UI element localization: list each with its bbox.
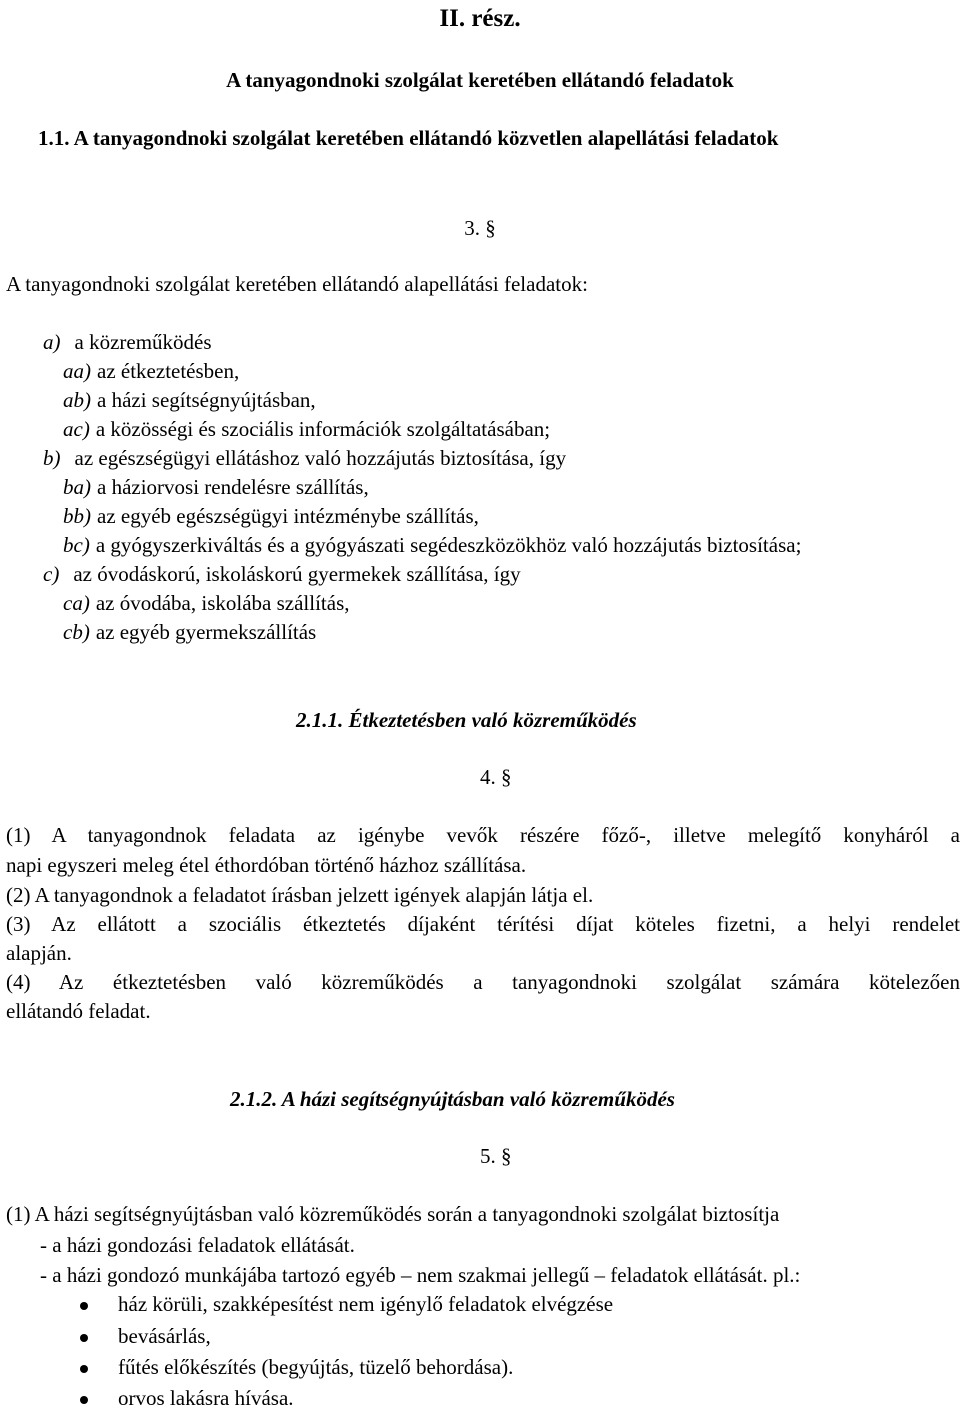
list-item bbox=[43, 564, 521, 585]
list-text: az óvodába, iskolába szállítás, bbox=[95, 591, 350, 615]
bullet-icon bbox=[80, 1365, 88, 1373]
section-4-para-1-line-2: napi egyszeri meleg étel éthordóban történő házhoz szállítása. bbox=[6, 853, 527, 877]
list-marker: bb) bbox=[63, 504, 91, 528]
bullet-item: orvos lakásra hívása. bbox=[118, 1386, 294, 1410]
list-text: az egyéb egészségügyi intézménybe szállítás, bbox=[97, 504, 479, 528]
list-item bbox=[63, 390, 316, 411]
section-5-dash-2: - a házi gondozó munkájába tartozó egyéb – nem szakmai jellegű – feladatok ellátását. pl.: bbox=[40, 1263, 801, 1287]
list-item bbox=[43, 448, 566, 469]
heading-2-1-2: 2.1.2. A házi segítségnyújtásban való közreműködés bbox=[230, 1087, 675, 1111]
list-item bbox=[63, 506, 479, 527]
section-4-para-3-line-1: (3) Az ellátott a szociális étkeztetés díjaként térítési díjat köteles fizetni, a helyi rendelet bbox=[6, 912, 960, 936]
section-4-para-1-line-1: (1) A tanyagondnok feladata az igénybe vevők részére főző-, illetve melegítő konyháról a bbox=[6, 823, 960, 847]
section-4-number: 4. § bbox=[480, 765, 512, 789]
main-title: A tanyagondnoki szolgálat keretében ellátandó feladatok bbox=[226, 68, 734, 92]
list-text: az egyéb gyermekszállítás bbox=[95, 620, 317, 644]
section-5-number: 5. § bbox=[480, 1144, 512, 1168]
bullet-item: fűtés előkészítés (begyújtás, tüzelő behordása). bbox=[118, 1355, 514, 1379]
sub-title: 1.1. A tanyagondnoki szolgálat keretében ellátandó közvetlen alapellátási feladatok bbox=[38, 126, 779, 150]
bullet-item: bevásárlás, bbox=[118, 1324, 211, 1348]
section-5-dash-1: - a házi gondozási feladatok ellátását. bbox=[40, 1233, 355, 1257]
list-item bbox=[63, 535, 801, 556]
list-text: a közösségi és szociális információk szolgáltatásában; bbox=[95, 417, 551, 441]
part-title: II. rész. bbox=[439, 5, 521, 32]
list-item bbox=[63, 622, 316, 643]
list-item bbox=[63, 419, 550, 440]
list-marker: aa) bbox=[63, 359, 91, 383]
list-marker: ab) bbox=[63, 388, 91, 412]
section-3-number: 3. § bbox=[464, 216, 496, 240]
section-3-intro: A tanyagondnoki szolgálat keretében ellátandó alapellátási feladatok: bbox=[6, 272, 588, 296]
bullet-icon bbox=[80, 1302, 88, 1310]
list-marker: cb) bbox=[63, 620, 90, 644]
list-marker: c) bbox=[43, 562, 60, 586]
section-5-para-1: (1) A házi segítségnyújtásban való közreműködés során a tanyagondnoki szolgálat biztosítja bbox=[6, 1202, 780, 1226]
bullet-item: ház körüli, szakképesítést nem igénylő feladatok elvégzése bbox=[118, 1292, 614, 1316]
list-item bbox=[63, 361, 239, 382]
list-item bbox=[43, 332, 212, 353]
list-text: a háziorvosi rendelésre szállítás, bbox=[97, 475, 369, 499]
bullet-icon bbox=[80, 1334, 88, 1342]
section-4-para-4-line-2: ellátandó feladat. bbox=[6, 999, 151, 1023]
list-item bbox=[63, 593, 350, 614]
list-marker: ac) bbox=[63, 417, 90, 441]
list-marker: b) bbox=[43, 446, 61, 470]
list-item bbox=[63, 477, 369, 498]
list-marker: ca) bbox=[63, 591, 90, 615]
list-marker: ba) bbox=[63, 475, 91, 499]
section-4-para-2: (2) A tanyagondnok a feladatot írásban jelzett igények alapján látja el. bbox=[6, 883, 594, 907]
list-text: a közreműködés bbox=[74, 330, 212, 354]
list-text: az étkeztetésben, bbox=[97, 359, 240, 383]
list-marker: bc) bbox=[63, 533, 90, 557]
list-text: a házi segítségnyújtásban, bbox=[97, 388, 316, 412]
list-text: a gyógyszerkiváltás és a gyógyászati segédeszközökhöz való hozzájutás biztosítása; bbox=[95, 533, 802, 557]
list-text: az óvodáskorú, iskoláskorú gyermekek szállítása, így bbox=[73, 562, 521, 586]
section-4-para-4-line-1: (4) Az étkeztetésben való közreműködés a tanyagondnoki szolgálat számára kötelezően bbox=[6, 970, 960, 994]
bullet-icon bbox=[80, 1396, 88, 1404]
section-4-para-3-line-2: alapján. bbox=[6, 941, 72, 965]
list-marker: a) bbox=[43, 330, 61, 354]
list-text: az egészségügyi ellátáshoz való hozzájutás biztosítása, így bbox=[74, 446, 567, 470]
heading-2-1-1: 2.1.1. Étkeztetésben való közreműködés bbox=[296, 708, 637, 732]
